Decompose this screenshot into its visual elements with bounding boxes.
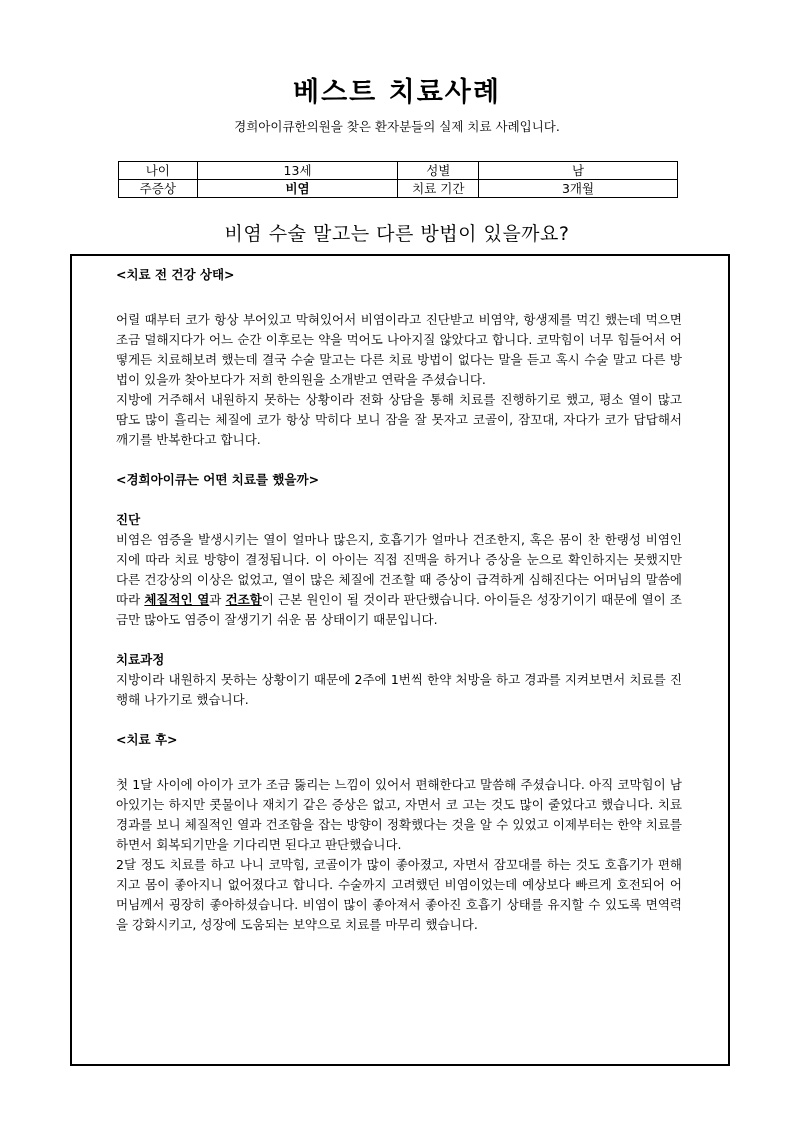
patient-info-table bbox=[118, 161, 678, 198]
period-label: 치료 기간 bbox=[398, 180, 479, 198]
case-content-box bbox=[70, 254, 730, 1066]
course-title: 치료과정 bbox=[116, 652, 165, 667]
period-value: 3개월 bbox=[479, 180, 678, 198]
after-paragraph-1: 첫 1달 사이에 아이가 코가 조금 뚫리는 느낌이 있어서 편해한다고 말씀해 주셨습니다. 아직 코막힘이 남아있기는 하지만 콧물이나 재치기 같은 증상은 없고, 자면서 코 고는 것도 많이 줄었다고 했습니다. 치료 경과를 보니 체질적인 열과 건조함을 잡는 방향이 정확했다는 것을 알 수 있었고 이제부터는 한약 치료를 하면서 회복되기만을 기다리면 된다고 판단했습니다. bbox=[116, 777, 682, 852]
diagnosis-emphasis-dryness: 건조함 bbox=[225, 592, 262, 607]
age-value: 13세 bbox=[197, 162, 398, 180]
after-section-title: <치료 후> bbox=[116, 732, 178, 747]
gender-value: 남 bbox=[479, 162, 678, 180]
symptom-value: 비염 bbox=[197, 180, 398, 198]
before-paragraph-1: 어릴 때부터 코가 항상 부어있고 막혀있어서 비염이라고 진단받고 비염약, 항생제를 먹긴 했는데 먹으면 조금 덜해지다가 어느 순간 이후로는 약을 먹어도 나아지질 않았다고 합니다. 코막힘이 너무 힘들어서 어떻게든 치료해보려 했는데 결국 수술 말고는 다른 치료 방법이 없다는 말을 듣고 혹시 수술 말고 다른 방법이 있을까 찾아보다가 저희 한의원을 소개받고 연락을 주셨습니다. bbox=[116, 312, 682, 387]
treatment-section-title: <경희아이큐는 어떤 치료를 했을까> bbox=[116, 472, 320, 487]
diagnosis-text-c: 이 근본 원인이 될 것이라 판단했습니다. 아이들은 성장기이기 때문에 열이 조금만 많아도 염증이 잘생기기 쉬운 몸 상태이기 때문입니다. bbox=[116, 592, 682, 627]
diagnosis-text-a: 비염은 염증을 발생시키는 열이 얼마나 많은지, 호흡기가 얼마나 건조한지, 혹은 몸이 찬 한랭성 비염인지에 따라 치료 방향이 결정됩니다. 이 아이는 직접 진맥을 하거나 증상을 눈으로 확인하지는 못했지만 다른 건강상의 이상은 없었고, 열이 많은 체질에 건조할 때 증상이 급격하게 심해진다는 어머님의 말씀에 따라 bbox=[116, 532, 682, 607]
gender-label: 성별 bbox=[398, 162, 479, 180]
case-content bbox=[116, 265, 682, 935]
table-row bbox=[119, 180, 678, 198]
symptom-label: 주증상 bbox=[119, 180, 198, 198]
age-label: 나이 bbox=[119, 162, 198, 180]
diagnosis-paragraph bbox=[116, 530, 682, 630]
course-paragraph: 지방이라 내원하지 못하는 상황이기 때문에 2주에 1번씩 한약 처방을 하고 경과를 지켜보면서 치료를 진행해 나가기로 했습니다. bbox=[116, 672, 682, 707]
diagnosis-text-b: 과 bbox=[209, 592, 226, 607]
page-subtitle: 경희아이큐한의원을 찾은 환자분들의 실제 치료 사례입니다. bbox=[234, 119, 560, 134]
page-title: 베스트 치료사례 bbox=[293, 77, 501, 108]
diagnosis-title: 진단 bbox=[116, 512, 141, 527]
case-heading: 비염 수술 말고는 다른 방법이 있을까요? bbox=[224, 223, 570, 245]
before-paragraph-2: 지방에 거주해서 내원하지 못하는 상황이라 전화 상담을 통해 치료를 진행하기로 했고, 평소 열이 많고 땀도 많이 흘리는 체질에 코가 항상 막히다 보니 잠을 잘 못자고 코골이, 잠꼬대, 자다가 코가 답답해서 깨기를 반복한다고 합니다. bbox=[116, 392, 682, 447]
diagnosis-emphasis-heat: 체질적인 열 bbox=[144, 592, 210, 607]
after-paragraph-2: 2달 정도 치료를 하고 나니 코막힘, 코골이가 많이 좋아졌고, 자면서 잠꼬대를 하는 것도 호흡기가 편해지고 몸이 좋아지니 없어졌다고 합니다. 수술까지 고려했던 비염이었는데 예상보다 빠르게 호전되어 어머님께서 굉장히 좋아하셨습니다. 비염이 많이 좋아져서 좋아진 호흡기 상태를 유지할 수 있도록 면역력을 강화시키고, 성장에 도움되는 보약으로 치료를 마무리 했습니다. bbox=[116, 857, 682, 932]
table-row bbox=[119, 162, 678, 180]
before-section-title: <치료 전 건강 상태> bbox=[116, 267, 235, 282]
